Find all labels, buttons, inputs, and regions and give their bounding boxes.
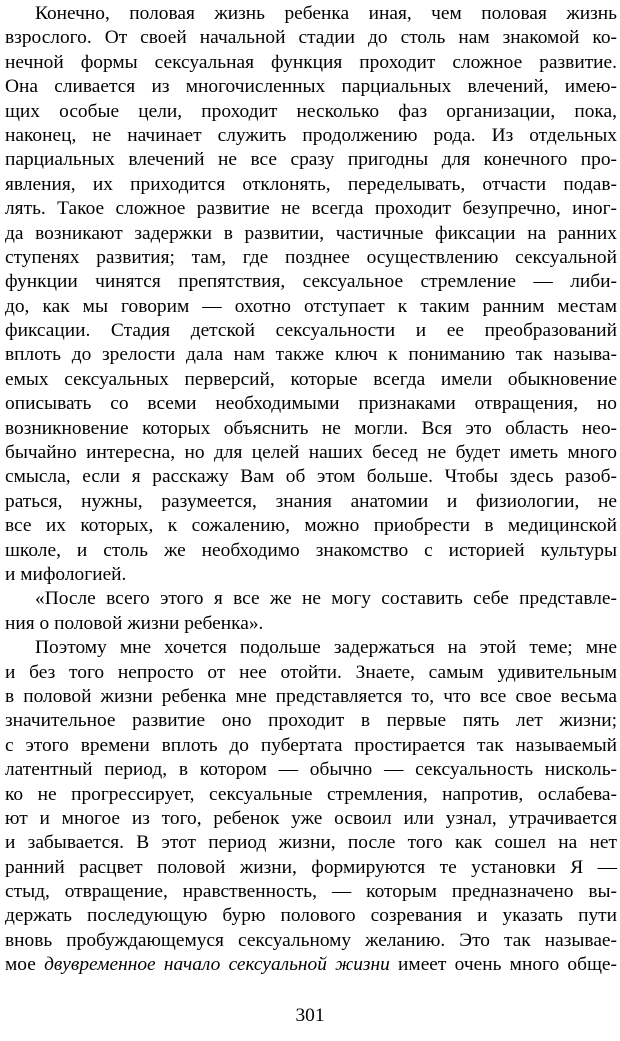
text-line-content: смысла, если я расскажу Вам об этом больше. Чтобы здесь разоб- <box>5 466 617 488</box>
italic-phrase: двувременное начало сексуальной жизни <box>44 954 390 976</box>
text-line <box>5 514 617 538</box>
text-line <box>5 563 617 587</box>
text-line-content: стыд, отвращение, нравственность, — которым предназначено вы- <box>5 881 617 903</box>
text-line <box>5 490 617 514</box>
text-line-content: нечной формы сексуальная функция проходит сложное развитие. <box>5 51 617 73</box>
text-line <box>5 587 617 611</box>
text-line <box>5 856 617 880</box>
text-line <box>5 173 617 197</box>
text-line-content: явления, их приходится отклонять, переделывать, отчасти подав- <box>5 173 617 195</box>
text-line-content: ко не прогрессирует, сексуальные стремления, напротив, ослабева- <box>5 783 617 805</box>
text-line-content: держать последующую бурю полового созревания и указать пути <box>5 905 617 927</box>
text-line <box>5 246 617 270</box>
text-line <box>5 441 617 465</box>
text-line-content: лять. Такое сложное развитие не всегда проходит безупречно, иног- <box>5 198 617 220</box>
text-line-content: мое <box>5 954 45 976</box>
text-line <box>5 270 617 294</box>
text-line <box>5 880 617 904</box>
text-line <box>5 100 617 124</box>
text-line-content: ния о половой жизни ребенка». <box>5 612 264 634</box>
text-line <box>5 2 617 26</box>
text-line <box>5 465 617 489</box>
text-line <box>5 319 617 343</box>
text-line <box>5 51 617 75</box>
text-line <box>5 783 617 807</box>
text-line-content: значительное развитие оно проходит в первые пять лет жизни; <box>5 710 617 732</box>
text-line-content: раться, нужны, разумеется, знания анатомии и физиологии, не <box>5 490 617 512</box>
text-line-content: парциальных влечений не все сразу пригодны для конечного про- <box>5 149 617 171</box>
text-line-content: «После всего этого я все же не могу составить себе представле- <box>35 588 617 610</box>
text-line <box>5 758 617 782</box>
text-line-content: латентный период, в котором — обычно — сексуальность нисколь- <box>5 759 617 781</box>
text-line-content: и забывается. В этот период жизни, после того как сошел на нет <box>5 832 617 854</box>
text-line-content: фиксации. Стадия детской сексуальности и ее преобразований <box>5 320 617 342</box>
text-line-tail: имеет очень много обще- <box>389 954 617 976</box>
text-line-content: наконец, не начинает служить продолжению рода. Из отдельных <box>5 124 617 146</box>
text-line-content: и без того непросто от нее отойти. Знаете, самым удивительным <box>5 661 617 683</box>
text-line <box>5 392 617 416</box>
page-number: 301 <box>295 1005 325 1026</box>
text-line <box>5 197 617 221</box>
text-line <box>5 124 617 148</box>
text-line-content: до, как мы говорим — охотно отступает к таким ранним местам <box>5 295 617 317</box>
text-line <box>5 734 617 758</box>
text-line <box>5 148 617 172</box>
body-text <box>5 2 617 978</box>
text-line <box>5 539 617 563</box>
text-line <box>5 904 617 928</box>
text-line-content: функции чинятся препятствия, сексуальное стремление — либи- <box>5 271 617 293</box>
text-line <box>5 929 617 953</box>
text-line <box>5 75 617 99</box>
text-line-content: возникновение которых объяснить не могли. Вся это область нео- <box>5 417 617 439</box>
text-line <box>5 343 617 367</box>
text-line <box>5 636 617 660</box>
text-line-content: все их которых, к сожалению, можно приобрести в медицинской <box>5 515 617 537</box>
text-line <box>5 807 617 831</box>
text-line <box>5 295 617 319</box>
text-line-content: Поэтому мне хочется подольше задержаться на этой теме; мне <box>35 637 617 659</box>
text-line-content: ют и многое из того, ребенок уже освоил или узнал, утрачивается <box>5 807 617 829</box>
text-line <box>5 368 617 392</box>
text-line-content: школе, и столь же необходимо знакомство с историей культуры <box>5 539 617 561</box>
text-line-content: вплоть до зрелости дала нам также ключ к пониманию так называ- <box>5 344 617 366</box>
text-line <box>5 612 617 636</box>
text-line-content: емых сексуальных перверсий, которые всегда имели обыкновение <box>5 368 617 390</box>
text-line-content: ранний расцвет половой жизни, формируются те установки Я — <box>5 856 617 878</box>
text-line-content: Она сливается из многочисленных парциальных влечений, имею- <box>5 76 617 98</box>
text-line-content: ступенях развития; там, где позднее осуществлению сексуальной <box>5 246 617 268</box>
text-line <box>5 953 617 977</box>
text-line-content: да возникают задержки в развитии, частичные фиксации на ранних <box>5 222 617 244</box>
text-line <box>5 685 617 709</box>
text-line-content: щих особые цели, проходит несколько фаз организации, пока, <box>5 100 617 122</box>
text-line-content: и мифологией. <box>5 563 127 585</box>
text-line-content: описывать со всеми необходимыми признаками отвращения, но <box>5 393 617 415</box>
text-line <box>5 222 617 246</box>
text-line-content: в половой жизни ребенка мне представляется то, что все свое весьма <box>5 685 617 707</box>
text-line-content: с этого времени вплоть до пубертата простирается так называемый <box>5 734 617 756</box>
text-line <box>5 26 617 50</box>
text-line <box>5 417 617 441</box>
text-line <box>5 709 617 733</box>
text-line <box>5 661 617 685</box>
text-line-content: взрослого. От своей начальной стадии до столь нам знакомой ко- <box>5 27 617 49</box>
text-line-content: Конечно, половая жизнь ребенка иная, чем половая жизнь <box>35 3 617 24</box>
text-line <box>5 831 617 855</box>
text-line-content: вновь пробуждающемуся сексуальному желанию. Это так называе- <box>5 929 617 951</box>
text-line-content: бычайно интересна, но для целей наших бесед не будет иметь много <box>5 442 617 464</box>
